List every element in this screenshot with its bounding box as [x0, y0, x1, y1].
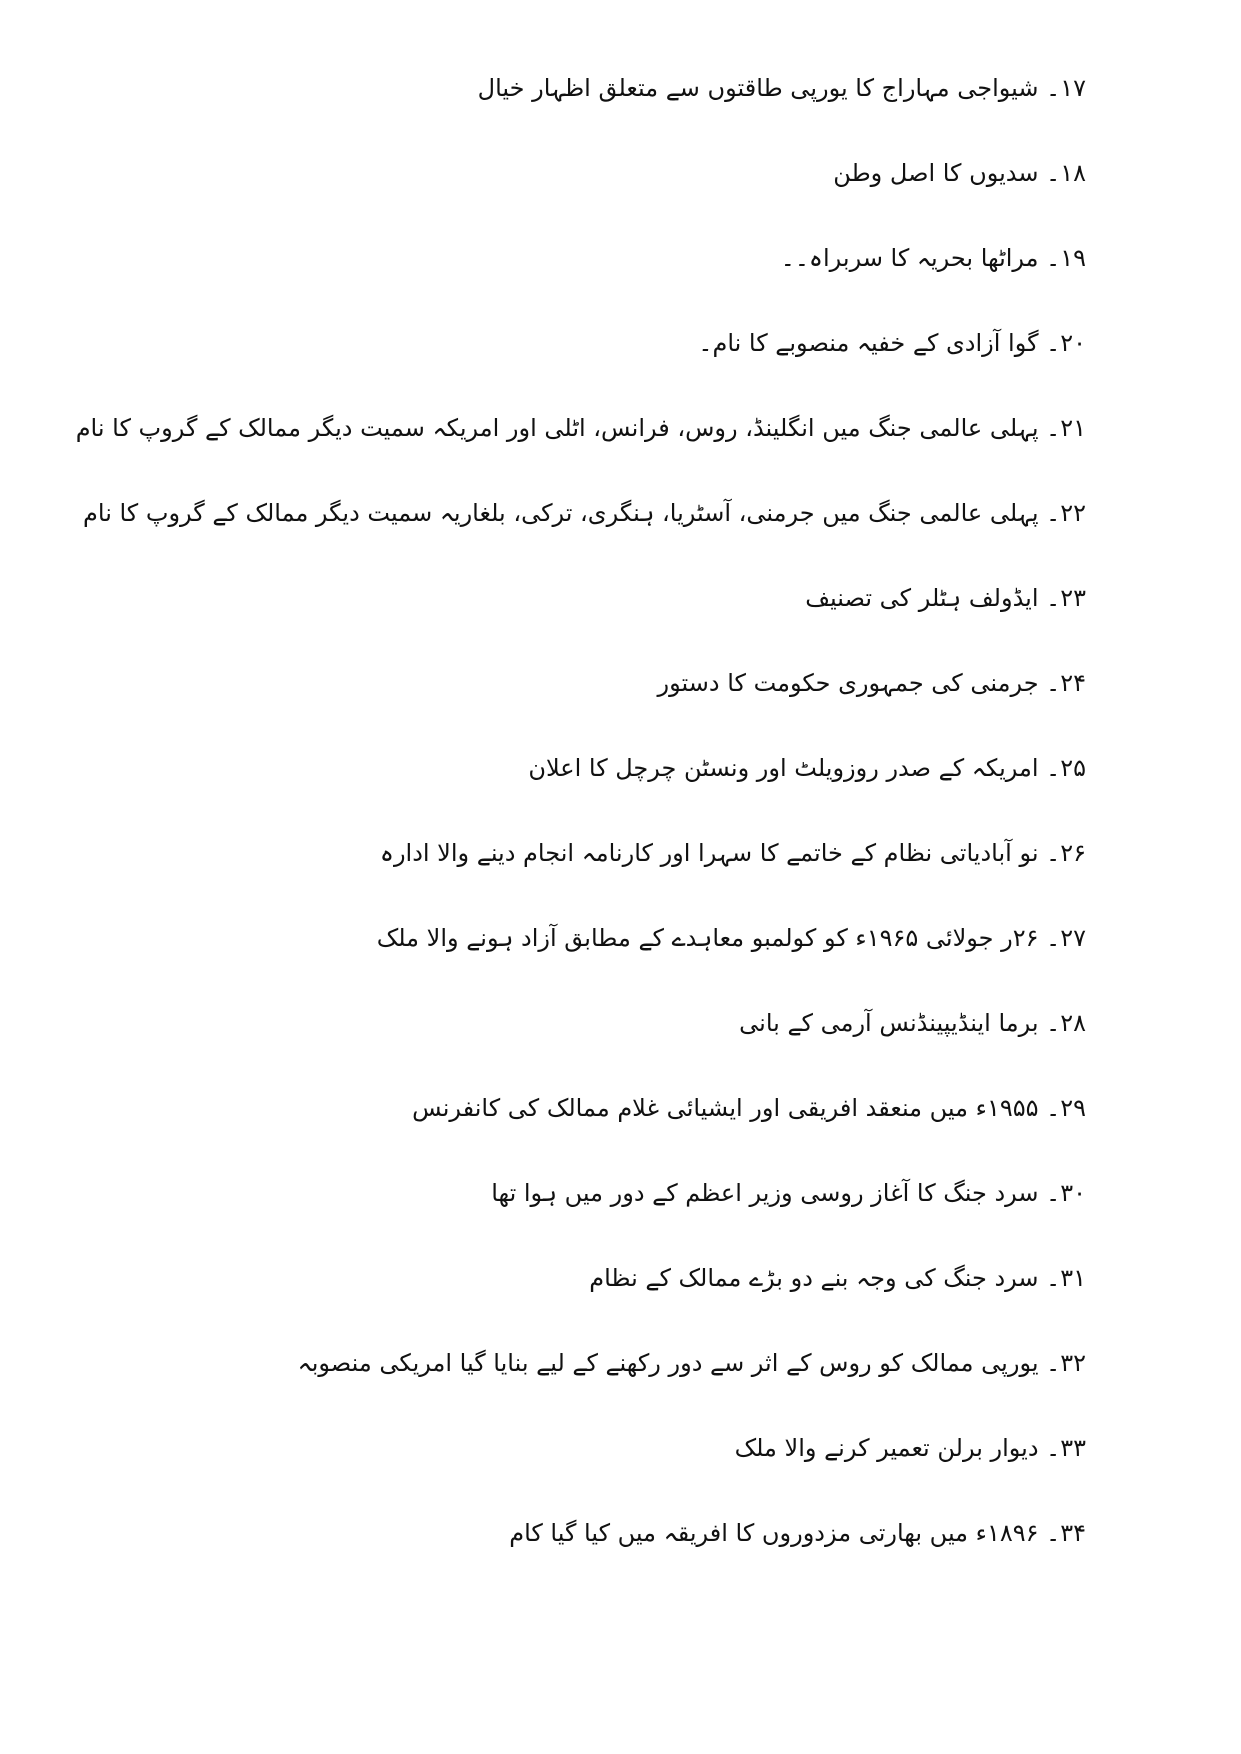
question-list [75, 68, 1086, 1598]
question-17: ۱۷۔ شیواجی مہاراج کا یورپی طاقتوں سے متعلق اظہار خیال [477, 74, 1086, 102]
question-18: ۱۸۔ سدیوں کا اصل وطن [833, 159, 1086, 187]
question-29: ۲۹۔ ۱۹۵۵ء میں منعقد افریقی اور ایشیائی غلام ممالک کی کانفرنس [412, 1094, 1086, 1122]
question-22: ۲۲۔ پہلی عالمی جنگ میں جرمنی، آسٹریا، ہنگری، ترکی، بلغاریہ سمیت دیگر ممالک کے گروپ کا نام [83, 499, 1086, 527]
question-25: ۲۵۔ امریکہ کے صدر روزویلٹ اور ونسٹن چرچل کا اعلان [528, 754, 1086, 782]
question-28: ۲۸۔ برما اینڈیپینڈنس آرمی کے بانی [739, 1009, 1086, 1037]
question-26: ۲۶۔ نو آبادیاتی نظام کے خاتمے کا سہرا اور کارنامہ انجام دینے والا ادارہ [379, 839, 1086, 867]
question-34: ۳۴۔ ۱۸۹۶ء میں بھارتی مزدوروں کا افریقہ میں کیا گیا کام [509, 1519, 1086, 1547]
question-19: ۱۹۔ مراٹھا بحریہ کا سربراہ۔۔ [780, 244, 1086, 272]
question-30: ۳۰۔ سرد جنگ کا آغاز روسی وزیر اعظم کے دور میں ہوا تھا [491, 1179, 1086, 1207]
question-31: ۳۱۔ سرد جنگ کی وجہ بنے دو بڑے ممالک کے نظام [589, 1264, 1086, 1292]
question-32: ۳۲۔ یورپی ممالک کو روس کے اثر سے دور رکھنے کے لیے بنایا گیا امریکی منصوبہ [297, 1349, 1086, 1377]
question-21: ۲۱۔ پہلی عالمی جنگ میں انگلینڈ، روس، فرانس، اٹلی اور امریکہ سمیت دیگر ممالک کے گروپ کا نام [75, 414, 1086, 442]
question-27: ۲۷۔ ۲۶ر جولائی ۱۹۶۵ء کو کولمبو معاہدے کے مطابق آزاد ہونے والا ملک [376, 924, 1086, 952]
question-33: ۳۳۔ دیوار برلن تعمیر کرنے والا ملک [734, 1434, 1086, 1462]
question-23: ۲۳۔ ایڈولف ہٹلر کی تصنیف [805, 584, 1086, 612]
question-24: ۲۴۔ جرمنی کی جمہوری حکومت کا دستور [657, 669, 1086, 697]
question-20: ۲۰۔ گوا آزادی کے خفیہ منصوبے کا نام۔ [698, 329, 1086, 357]
